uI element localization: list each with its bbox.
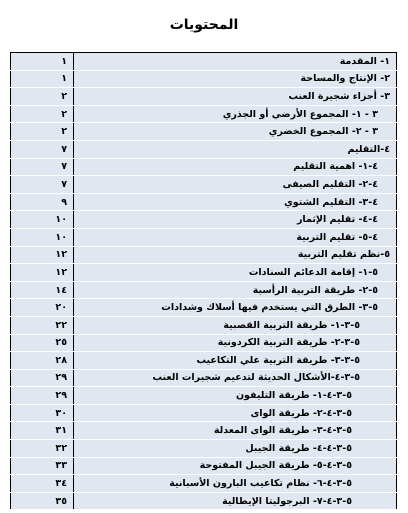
toc-entry-page: ٣٥ <box>11 492 74 510</box>
toc-entry-page: ٢٩ <box>11 369 74 387</box>
toc-entry-title: ٥-نظم تقليم التربية <box>74 246 397 264</box>
toc-entry-page: ١٢ <box>11 264 74 282</box>
toc-entry-page: ٣٢ <box>11 440 74 458</box>
toc-entry-title: ٤-التقليم <box>74 140 397 158</box>
toc-row <box>11 281 397 299</box>
toc-row <box>11 475 397 493</box>
toc-row <box>11 88 397 106</box>
toc-entry-page: ٢٥ <box>11 334 74 352</box>
toc-entry-title: ٥-٣-١- طريقة التربية القصبية <box>74 316 397 334</box>
toc-entry-page: ٢٢ <box>11 316 74 334</box>
toc-row <box>11 70 397 88</box>
toc-body <box>11 53 397 510</box>
toc-row <box>11 158 397 176</box>
toc-entry-title: ٤-٣- التقليم الشتوي <box>74 193 397 211</box>
toc-entry-title: ٥-٣-٤-٢- طريقة الواى <box>74 404 397 422</box>
toc-entry-title: ٥-٣-٤-٣- طريقة الواى المعدلة <box>74 422 397 440</box>
toc-row <box>11 193 397 211</box>
toc-entry-title: ٥-٣-٤-٥- طريقة الجيبل المفتوحة <box>74 457 397 475</box>
toc-entry-title: ١- المقدمة <box>74 53 397 71</box>
toc-row <box>11 440 397 458</box>
toc-row <box>11 105 397 123</box>
toc-entry-page: ٢٠ <box>11 299 74 317</box>
toc-row <box>11 352 397 370</box>
toc-entry-page: ١٢ <box>11 246 74 264</box>
toc-entry-page: ١ <box>11 70 74 88</box>
toc-row <box>11 211 397 229</box>
toc-entry-page: ٧ <box>11 158 74 176</box>
toc-entry-title: ٥-٣-٣- طريقة التربية علي التكاعيب <box>74 352 397 370</box>
toc-entry-page: ٩ <box>11 193 74 211</box>
toc-entry-title: ٥-٣- الطرق التي يستخدم فيها أسلاك وشدادات <box>74 299 397 317</box>
toc-row <box>11 246 397 264</box>
toc-entry-page: ٢ <box>11 88 74 106</box>
toc-entry-page: ٢ <box>11 123 74 141</box>
toc-entry-title: ٥-٢- طريقة التربية الرأسية <box>74 281 397 299</box>
toc-row <box>11 140 397 158</box>
toc-entry-page: ١ <box>11 53 74 71</box>
toc-table <box>10 52 397 510</box>
toc-entry-title: ٥-٣-٤-الأشكال الحديثة لتدعيم شجيرات العنب <box>74 369 397 387</box>
toc-row <box>11 369 397 387</box>
toc-entry-page: ٧ <box>11 176 74 194</box>
toc-entry-page: ٣٤ <box>11 475 74 493</box>
toc-entry-page: ١٤ <box>11 281 74 299</box>
toc-row <box>11 422 397 440</box>
toc-row <box>11 176 397 194</box>
toc-entry-title: ٥-٣-٤-١- طريقة التليفون <box>74 387 397 405</box>
toc-entry-page: ٢٨ <box>11 352 74 370</box>
toc-row <box>11 404 397 422</box>
toc-entry-page: ٢ <box>11 105 74 123</box>
toc-entry-title: ٤-٢- التقليم الصيفى <box>74 176 397 194</box>
toc-row <box>11 492 397 510</box>
page-title: المحتويات <box>169 17 239 33</box>
toc-entry-title: ٣- أجزاء شجيرة العنب <box>74 88 397 106</box>
toc-entry-page: ٧ <box>11 140 74 158</box>
toc-entry-title: ٥-٣-٤-٦- نظام تكاعيب البارون الأسبانية <box>74 475 397 493</box>
toc-row <box>11 264 397 282</box>
toc-entry-page: ٣١ <box>11 422 74 440</box>
toc-row <box>11 334 397 352</box>
toc-entry-title: ٥-١- إقامة الدعائم السنادات <box>74 264 397 282</box>
toc-row <box>11 53 397 71</box>
toc-entry-page: ٣٣ <box>11 457 74 475</box>
toc-entry-title: ٤-١- اهمية التقليم <box>74 158 397 176</box>
toc-entry-title: ٣ - ٢- المجموع الخضري <box>74 123 397 141</box>
toc-row <box>11 123 397 141</box>
toc-entry-page: ١٠ <box>11 228 74 246</box>
toc-entry-page: ٣٠ <box>11 404 74 422</box>
toc-row <box>11 299 397 317</box>
toc-entry-title: ٢- الإنتاج والمساحة <box>74 70 397 88</box>
toc-entry-title: ٤-٥- تقليم التربية <box>74 228 397 246</box>
toc-row <box>11 228 397 246</box>
toc-entry-title: ٥-٣-٤-٤- طريقة الجيبل <box>74 440 397 458</box>
toc-entry-page: ٢٩ <box>11 387 74 405</box>
toc-entry-title: ٣ - ١- المجموع الأرضي أو الجذري <box>74 105 397 123</box>
toc-entry-page: ١٠ <box>11 211 74 229</box>
toc-entry-title: ٤-٤- تقليم الإثمار <box>74 211 397 229</box>
toc-row <box>11 387 397 405</box>
toc-row <box>11 457 397 475</box>
toc-row <box>11 316 397 334</box>
toc-entry-title: ٥-٣-٢- طريقة التربية الكردونية <box>74 334 397 352</box>
toc-entry-title: ٥-٣-٤-٧- البرجوليتا الإيطالية <box>74 492 397 510</box>
